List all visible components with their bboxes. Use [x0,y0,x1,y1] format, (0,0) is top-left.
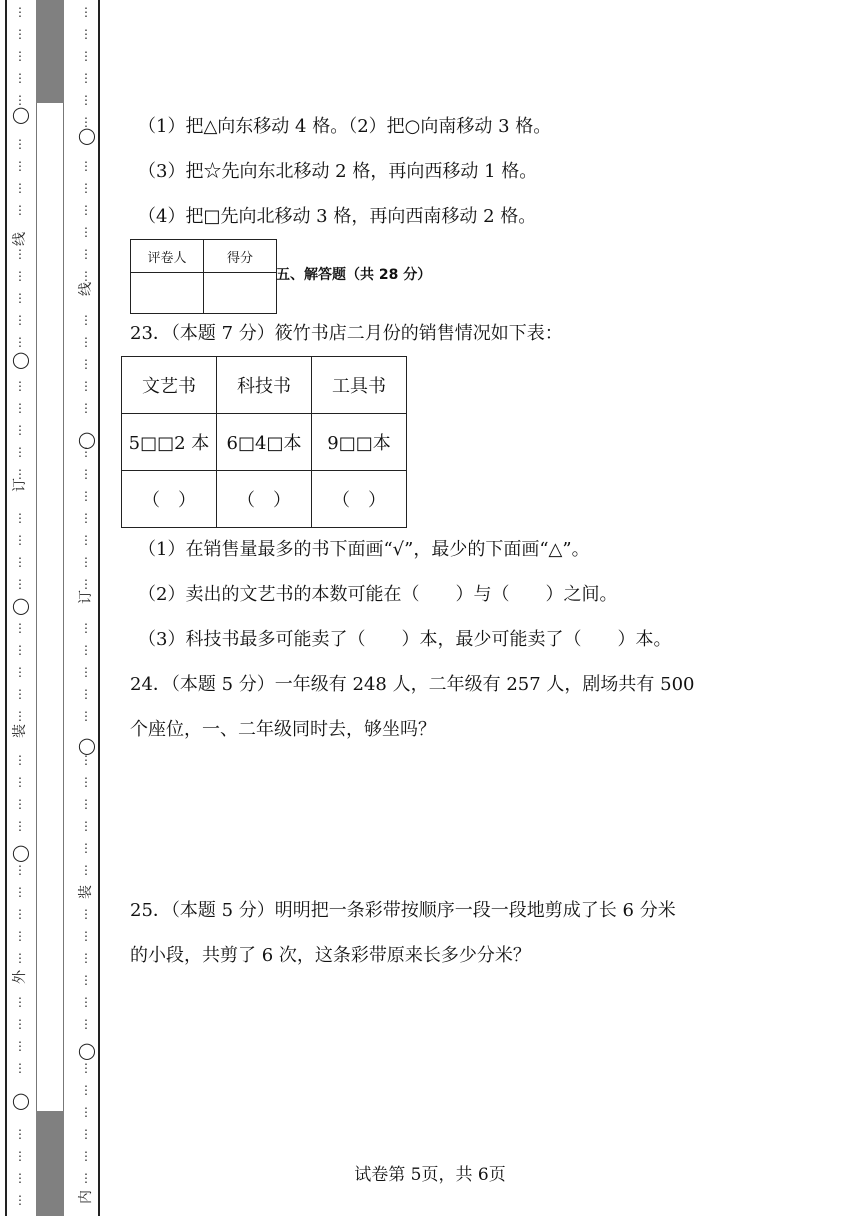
binding-dot-mark: ⋮ [14,423,26,437]
binding-dot-mark: ⋮ [80,665,92,679]
binding-dot-mark: ⋮ [14,555,26,569]
binding-dot-mark: ⋮ [80,269,92,283]
binding-dot-mark: ⋮ [80,951,92,965]
binding-dot-mark: ⋮ [14,643,26,657]
amount-tools: 9□□本 [312,414,407,471]
binding-dot-mark: ⋮ [80,181,92,195]
binding-dot-mark: ⋮ [80,489,92,503]
binding-dot-mark: ⋮ [14,269,26,283]
q22-sub4: （4）把□先向北移动 3 格，再向西南移动 2 格。 [138,206,537,227]
binding-dot-mark: ⋮ [14,1039,26,1053]
binding-dot-mark: ⋮ [14,313,26,327]
binding-dot-mark: ⋮ [80,973,92,987]
binding-hole-circle: ◯ [78,736,96,755]
header-technology: 科技书 [217,357,312,414]
binding-label: 订 [12,478,28,492]
q22-sub3: （3）把☆先向东北移动 2 格，再向西移动 1 格。 [138,161,538,182]
binding-dot-mark: ⋮ [80,797,92,811]
binding-dot-mark: ⋮ [14,379,26,393]
binding-dot-mark: ⋮ [80,313,92,327]
binding-hole-circle: ◯ [12,843,30,862]
binding-dot-mark: ⋮ [14,137,26,151]
binding-dot-mark: ⋮ [14,1193,26,1207]
q23-sub1: （1）在销售量最多的书下面画“√”，最少的下面画“△”。 [138,539,590,560]
binding-hole-circle: ◯ [78,126,96,145]
binding-dot-mark: ⋮ [80,555,92,569]
binding-dot-mark: ⋮ [80,401,92,415]
binding-hole-circle: ◯ [12,350,30,369]
binding-dot-mark: ⋮ [80,1061,92,1075]
binding-dot-mark: ⋮ [80,907,92,921]
binding-dot-mark: ⋮ [14,71,26,85]
binding-rule-right [98,0,100,1216]
binding-dot-mark: ⋮ [14,181,26,195]
section-title: 五、解答题（共 28 分） [276,267,432,283]
q25-line1: 25．（本题 5 分）明明把一条彩带按顺序一段一段地剪成了长 6 分米 [130,900,676,921]
page-footer: 试卷第 5页，共 6页 [354,1165,506,1185]
binding-dot-mark: ⋮ [80,1127,92,1141]
binding-label: 订 [78,590,94,604]
binding-dot-mark: ⋮ [80,203,92,217]
q25-line2: 的小段，共剪了 6 次，这条彩带原来长多少分米？ [130,945,531,966]
binding-dot-mark: ⋮ [80,5,92,19]
binding-dot-mark: ⋮ [14,577,26,591]
binding-dot-mark: ⋮ [80,225,92,239]
binding-dot-mark: ⋮ [14,93,26,107]
blank-technology[interactable]: （ ） [217,471,312,528]
binding-dot-mark: ⋮ [14,27,26,41]
amount-literature: 5□□2 本 [122,414,217,471]
grader-field[interactable] [131,273,204,314]
binding-dot-mark: ⋮ [80,1105,92,1119]
binding-dot-mark: ⋮ [80,159,92,173]
binding-dot-mark: ⋮ [80,621,92,635]
binding-dot-mark: ⋮ [14,775,26,789]
binding-dot-mark: ⋮ [80,71,92,85]
binding-dot-mark: ⋮ [80,511,92,525]
binding-dot-mark: ⋮ [80,93,92,107]
binding-dot-mark: ⋮ [14,687,26,701]
binding-label: 内 [78,1190,94,1204]
binding-dot-mark: ⋮ [14,1127,26,1141]
binding-dot-mark: ⋮ [80,115,92,129]
binding-dot-mark: ⋮ [14,401,26,415]
binding-dot-mark: ⋮ [80,533,92,547]
binding-dot-mark: ⋮ [14,753,26,767]
binding-dot-mark: ⋮ [80,1083,92,1097]
binding-dot-mark: ⋮ [14,929,26,943]
binding-label: 线 [78,282,94,296]
q24-line2: 个座位，一、二年级同时去，够坐吗？ [130,719,436,740]
binding-dot-mark: ⋮ [14,203,26,217]
binding-dot-mark: ⋮ [14,907,26,921]
binding-dot-mark: ⋮ [80,929,92,943]
binding-dot-mark: ⋮ [80,577,92,591]
binding-dot-mark: ⋮ [80,775,92,789]
grader-label: 评卷人 [131,240,204,273]
binding-dot-mark: ⋮ [80,27,92,41]
binding-hole-circle: ◯ [12,596,30,615]
amount-technology: 6□4□本 [217,414,312,471]
binding-dot-mark: ⋮ [14,1017,26,1031]
binding-dot-mark: ⋮ [14,335,26,349]
binding-dot-mark: ⋮ [14,511,26,525]
binding-dot-mark: ⋮ [80,357,92,371]
binding-dot-mark: ⋮ [80,247,92,261]
binding-rule-left [5,0,7,1216]
binding-label: 线 [12,232,28,246]
binding-dot-mark: ⋮ [14,709,26,723]
binding-dot-mark: ⋮ [80,753,92,767]
binding-label: 装 [12,724,28,738]
binding-dot-mark: ⋮ [80,709,92,723]
q24-line1: 24．（本题 5 分）一年级有 248 人，二年级有 257 人，剧场共有 500 [130,674,695,695]
binding-dot-mark: ⋮ [14,5,26,19]
binding-dot-mark: ⋮ [14,621,26,635]
binding-dot-mark: ⋮ [80,995,92,1009]
header-literature: 文艺书 [122,357,217,414]
score-label: 得分 [204,240,277,273]
binding-dot-mark: ⋮ [14,533,26,547]
blank-literature[interactable]: （ ） [122,471,217,528]
sales-table [121,356,407,528]
binding-dot-mark: ⋮ [14,1171,26,1185]
binding-dot-mark: ⋮ [80,819,92,833]
binding-dot-mark: ⋮ [80,1017,92,1031]
binding-dot-mark: ⋮ [14,951,26,965]
score-box [130,239,277,314]
binding-hole-circle: ◯ [12,1091,30,1110]
q22-sub1: （1）把△向东移动 4 格。（2）把○向南移动 3 格。 [138,116,552,137]
binding-label: 外 [12,970,28,984]
binding-dot-mark: ⋮ [14,819,26,833]
binding-dot-mark: ⋮ [14,445,26,459]
binding-dot-mark: ⋮ [80,863,92,877]
binding-dot-mark: ⋮ [14,995,26,1009]
binding-dot-mark: ⋮ [14,247,26,261]
binding-dot-mark: ⋮ [80,1149,92,1163]
binding-dot-mark: ⋮ [14,863,26,877]
blank-tools[interactable]: （ ） [312,471,407,528]
q25-answer-area[interactable] [130,980,730,1140]
binding-dot-mark: ⋮ [80,1171,92,1185]
binding-dot-mark: ⋮ [80,335,92,349]
q23-stem: 23．（本题 7 分）筱竹书店二月份的销售情况如下表： [130,323,563,344]
binding-dot-mark: ⋮ [14,1061,26,1075]
q24-answer-area[interactable] [130,750,730,880]
binding-dot-mark: ⋮ [80,445,92,459]
binding-hole-circle: ◯ [78,430,96,449]
binding-dot-mark: ⋮ [80,687,92,701]
q23-sub3: （3）科技书最多可能卖了（ ）本，最少可能卖了（ ）本。 [138,629,672,650]
binding-hole-circle: ◯ [78,1041,96,1060]
binding-dot-mark: ⋮ [80,379,92,393]
binding-dot-mark: ⋮ [14,159,26,173]
binding-dot-mark: ⋮ [14,291,26,305]
binding-bar-middle [36,103,64,1111]
binding-dot-mark: ⋮ [14,1149,26,1163]
binding-dot-mark: ⋮ [14,49,26,63]
binding-dot-mark: ⋮ [80,49,92,63]
q23-sub2: （2）卖出的文艺书的本数可能在（ ）与（ ）之间。 [138,584,618,605]
binding-dot-mark: ⋮ [14,885,26,899]
binding-hole-circle: ◯ [12,105,30,124]
binding-bar-top [36,0,64,103]
binding-dot-mark: ⋮ [14,665,26,679]
binding-dot-mark: ⋮ [14,797,26,811]
score-field[interactable] [204,273,277,314]
binding-dot-mark: ⋮ [14,467,26,481]
header-tools: 工具书 [312,357,407,414]
binding-dot-mark: ⋮ [80,467,92,481]
binding-label: 装 [78,885,94,899]
binding-dot-mark: ⋮ [80,841,92,855]
binding-dot-mark: ⋮ [80,643,92,657]
